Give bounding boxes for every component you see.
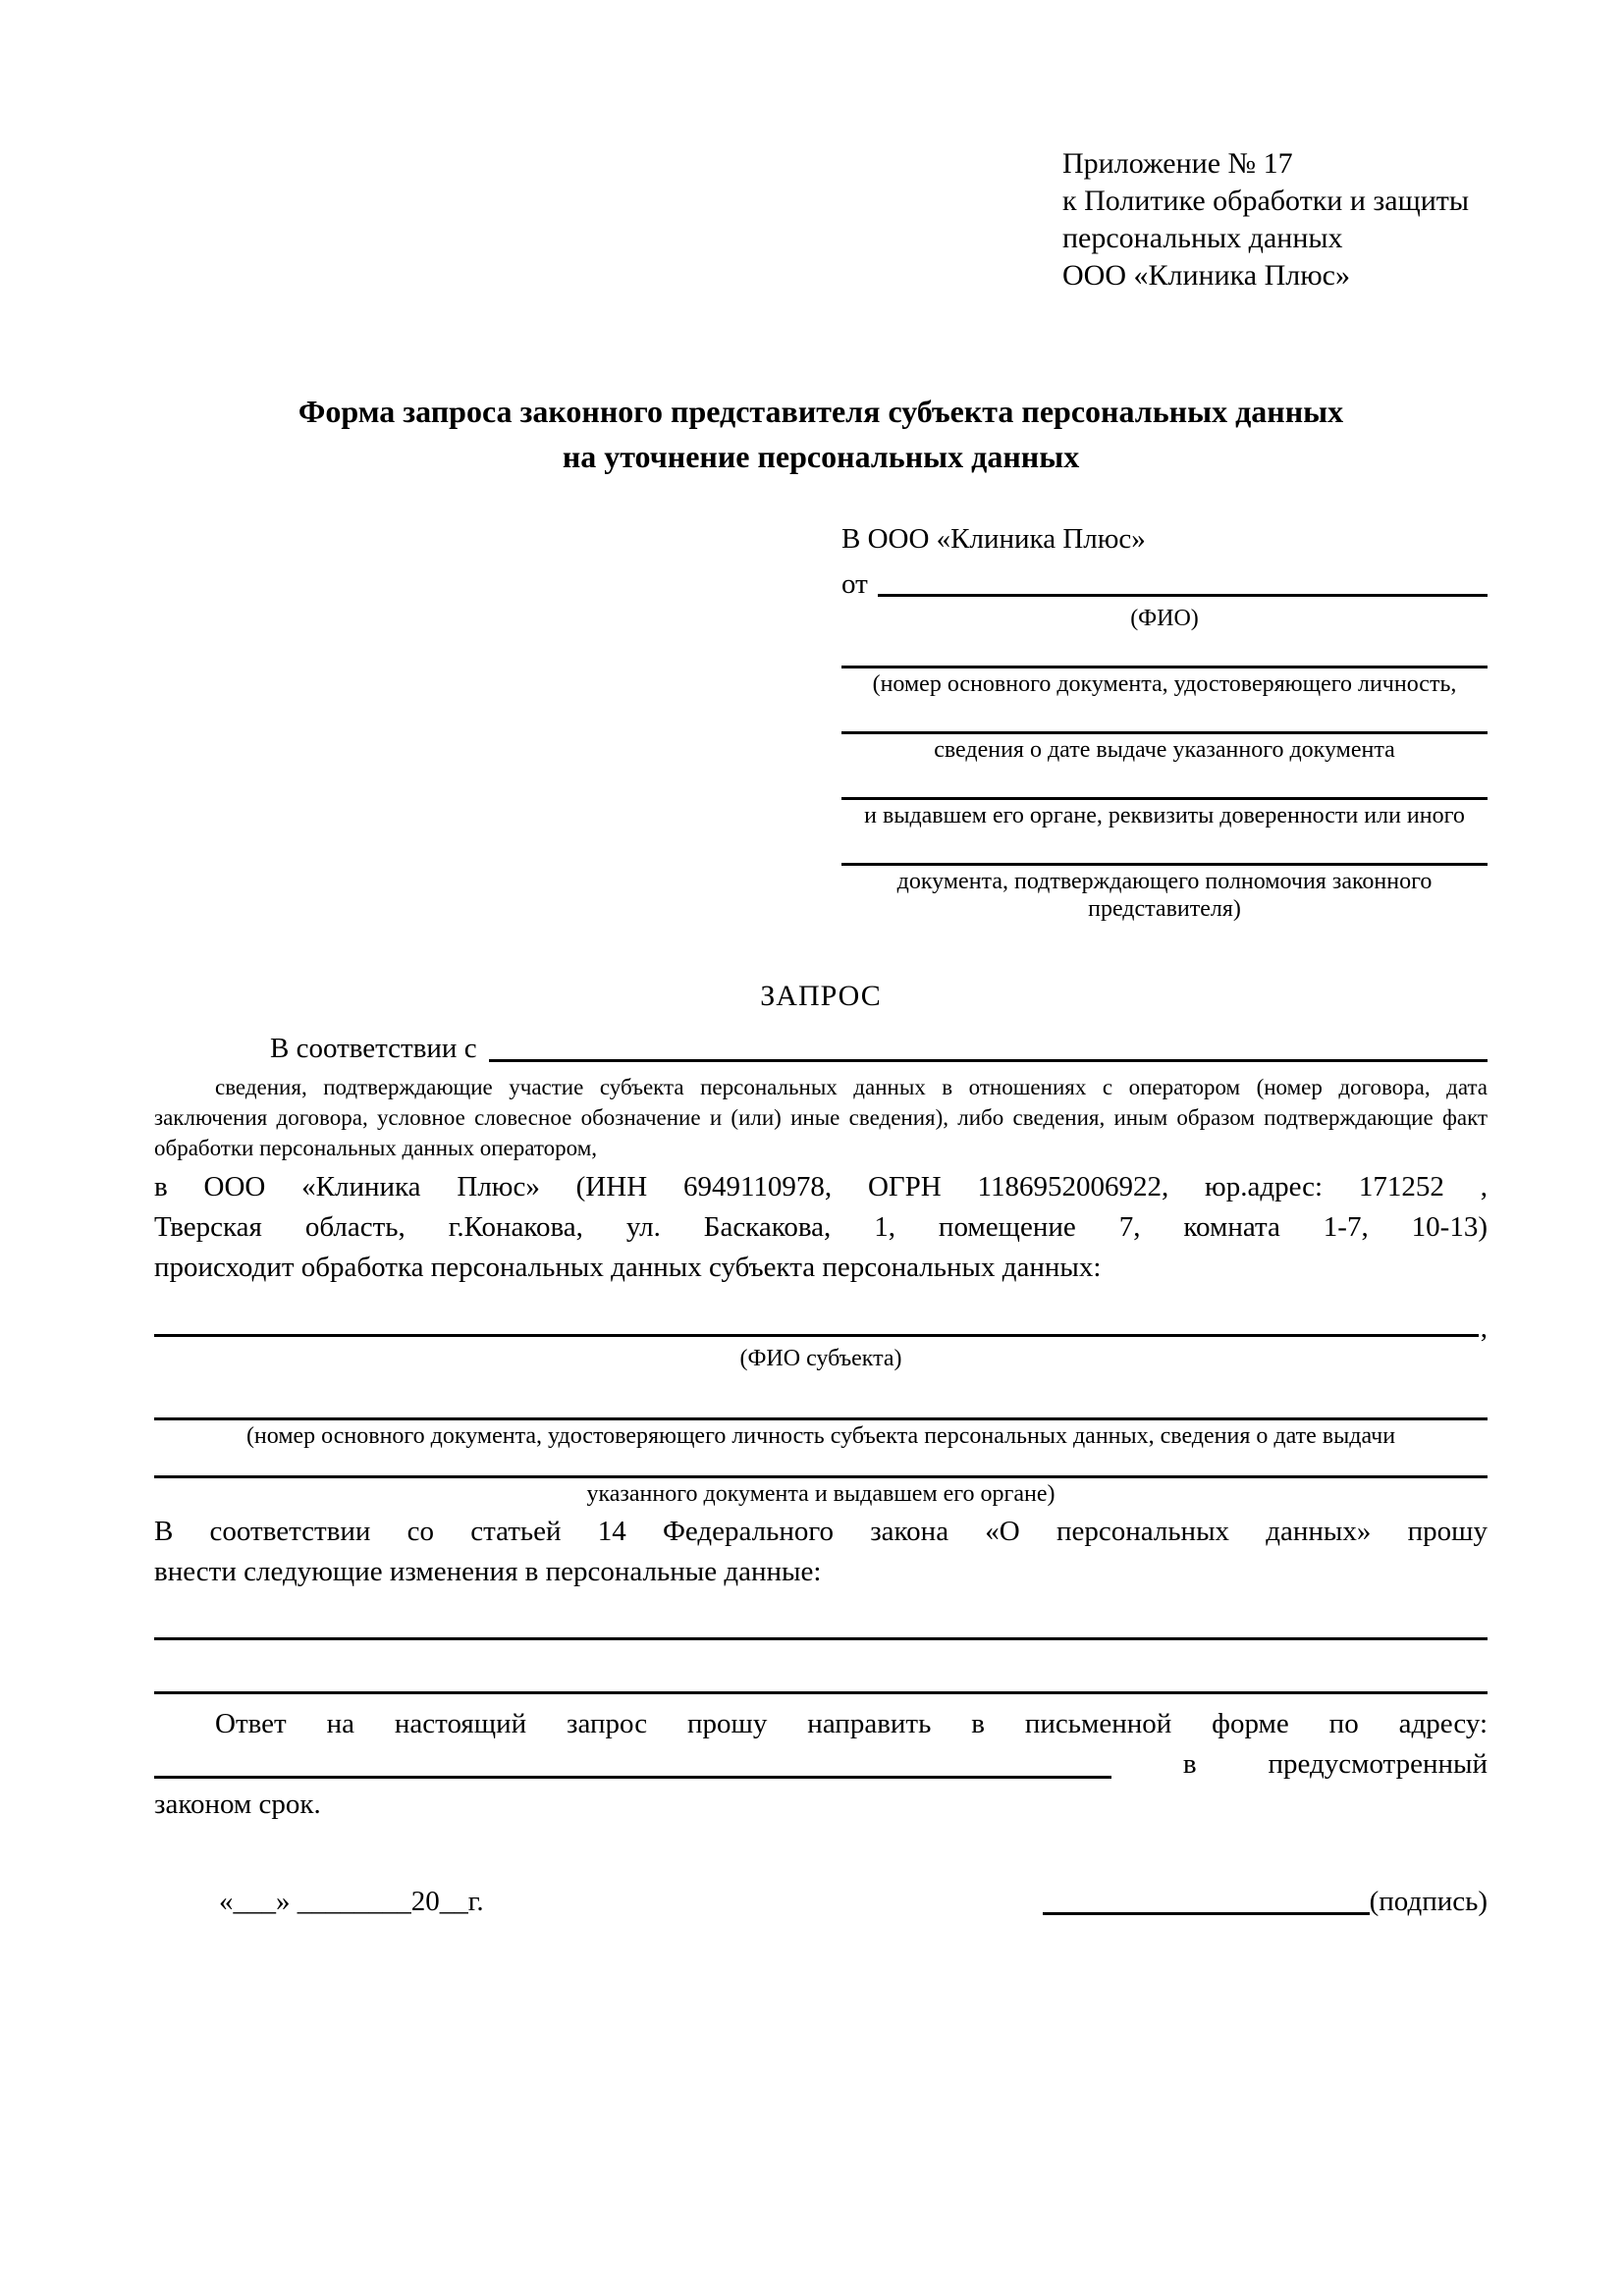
blank-line [841, 797, 1488, 800]
signature-caption: (подпись) [1369, 1886, 1488, 1917]
addressee-organization: В ООО «Клиника Плюс» [841, 523, 1146, 555]
annex-note-line: персональных данных [1062, 222, 1343, 254]
addressee-block [841, 520, 1488, 923]
operator-paragraph-line: Тверская область, г.Конакова, ул. Баскакова, 1, помещение 7, комната 1-7, 10-13) [154, 1211, 1488, 1243]
operator-paragraph-line: в ООО «Клиника Плюс» (ИНН 6949110978, ОГРН 1186952006922, юр.адрес: 171252 , [154, 1171, 1488, 1202]
law-paragraph [154, 1512, 1488, 1592]
intro-caption [154, 1072, 1488, 1163]
subject-fio-row [154, 1313, 1488, 1343]
document-title [154, 389, 1488, 479]
annex-note-line: Приложение № 17 [1062, 147, 1293, 180]
footer-row [154, 1882, 1488, 1921]
subject-line-comma: , [1480, 1312, 1488, 1344]
request-heading: ЗАПРОС [760, 980, 882, 1012]
reply-word: в [1182, 1748, 1197, 1780]
signature-group [1043, 1882, 1488, 1921]
blank-caption: и выдавшем его органе, реквизиты доверенности или иного [864, 803, 1465, 828]
blank-line [1043, 1912, 1370, 1915]
annex-note-line: ООО «Клиника Плюс» [1062, 259, 1350, 292]
blank-line [154, 1637, 1488, 1640]
operator-paragraph-line: происходит обработка персональных данных субъекта персональных данных: [154, 1252, 1102, 1283]
subject-fio-caption: (ФИО субъекта) [739, 1346, 902, 1371]
blank-line [841, 666, 1488, 668]
law-paragraph-line: В соответствии со статьей 14 Федерального закона «О персональных данных» прошу [154, 1516, 1488, 1547]
intro-caption-line: сведения, подтверждающие участие субъекта персональных данных в отношениях с оператором (номер договора, дата [215, 1075, 1488, 1099]
blank-line [154, 1691, 1488, 1694]
intro-caption-line: обработки персональных данных оператором, [154, 1136, 597, 1160]
from-label: от [841, 568, 868, 600]
from-row [841, 565, 1488, 603]
blank-line [878, 594, 1488, 597]
document-title-line: на уточнение персональных данных [562, 439, 1080, 474]
date-line: «___» ________20__г. [219, 1886, 484, 1917]
blank-caption: (номер основного документа, удостоверяющего личность, [872, 671, 1457, 697]
subject-doc-caption: (номер основного документа, удостоверяющего личность субъекта персональных данных, сведения о дате выдачи [245, 1423, 1396, 1449]
reply-paragraph-line: Ответ на настоящий запрос прошу направить в письменной форме по адресу: [215, 1708, 1488, 1739]
intro-row [154, 1029, 1488, 1068]
reply-paragraph-line: законом срок. [154, 1789, 321, 1820]
blank-line [154, 1475, 1488, 1478]
reply-paragraph-line [154, 1744, 1488, 1785]
operator-paragraph [154, 1167, 1488, 1288]
document-title-line: Форма запроса законного представителя субъекта персональных данных [298, 394, 1344, 429]
blank-line [154, 1417, 1488, 1420]
reply-paragraph [154, 1704, 1488, 1825]
blank-line [154, 1334, 1479, 1337]
annex-note [1062, 145, 1488, 294]
intro-caption-line: заключения договора, условное словесное обозначение и (или) иные сведения), либо сведения, иным образом подтверждающие факт [154, 1105, 1488, 1130]
fio-caption: (ФИО) [1130, 606, 1199, 631]
blank-line [154, 1776, 1111, 1779]
blank-line [489, 1059, 1488, 1062]
blank-caption: сведения о дате выдаче указанного документа [934, 737, 1395, 763]
intro-prefix: В соответствии с [270, 1033, 477, 1064]
blank-caption: документа, подтверждающего полномочия законного представителя) [896, 869, 1433, 922]
blank-line [841, 863, 1488, 866]
subject-doc-caption: указанного документа и выдавшем его органе) [586, 1481, 1056, 1507]
annex-note-line: к Политике обработки и защиты [1062, 185, 1470, 217]
law-paragraph-line: внести следующие изменения в персональные данные: [154, 1556, 822, 1587]
reply-word: предусмотренный [1268, 1748, 1488, 1780]
blank-line [841, 731, 1488, 734]
